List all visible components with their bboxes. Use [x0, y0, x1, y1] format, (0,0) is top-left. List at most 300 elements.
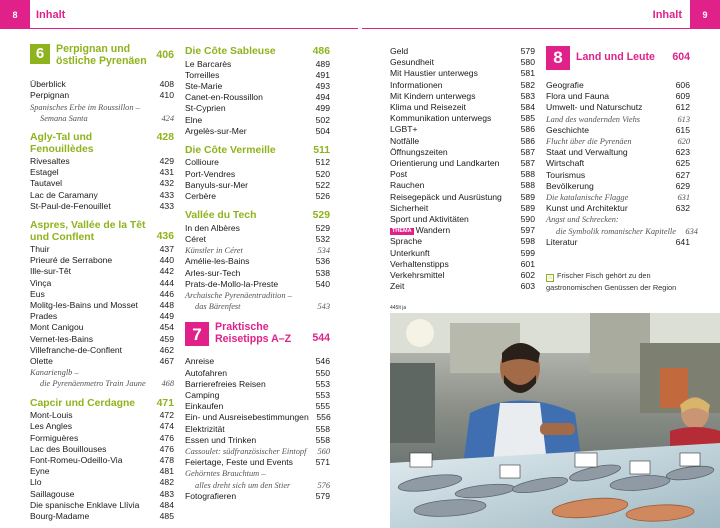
toc-entry[interactable] [390, 248, 535, 259]
toc-entry-title: Geld [390, 46, 409, 56]
toc-entry-page: 472 [159, 410, 174, 421]
toc-entry-title: Collioure [185, 157, 219, 168]
toc-entry-page: 433 [159, 200, 174, 211]
toc-entry-page: 431 [159, 167, 174, 178]
thema-badge: THEMA [392, 228, 412, 235]
toc-entry-page: 494 [315, 92, 330, 103]
toc-entry[interactable] [390, 236, 535, 247]
toc-column-2 [185, 46, 330, 502]
toc-entry-page: 483 [159, 488, 174, 499]
toc-entry-page: 482 [159, 477, 174, 488]
toc-entry-page: 467 [159, 356, 174, 367]
toc-entry-title: Künstler in Céret [185, 246, 243, 256]
toc-entry-title: Mit Haustier unterwegs [390, 68, 478, 79]
toc-entry-title: Tourismus [546, 169, 586, 180]
toc-entry[interactable] [185, 59, 330, 70]
toc-entry-title: Orientierung und Landkarten [390, 158, 500, 169]
toc-entry-title: Verkehrsmittel [390, 270, 445, 281]
toc-entry-page: 520 [315, 168, 330, 179]
toc-entry-page: 556 [316, 412, 331, 423]
toc-sidebar-entry[interactable] [546, 114, 690, 125]
chapter-title: Land und Leute [576, 51, 655, 63]
toc-entry[interactable] [30, 410, 174, 421]
toc-entry-page: 449 [159, 311, 174, 322]
toc-sidebar-entry[interactable] [546, 136, 690, 147]
toc-section-heading[interactable]: Die Côte Sableuse 486 [185, 46, 330, 57]
toc-entry-title: Sprache [390, 236, 423, 247]
toc-entry-page: 484 [159, 499, 174, 510]
toc-entry[interactable] [185, 180, 330, 191]
toc-entry[interactable] [185, 279, 330, 290]
toc-entry-title: Llo [30, 477, 42, 488]
toc-sidebar-entry[interactable] [185, 468, 330, 479]
toc-entry-title: Verhaltenstipps [390, 258, 449, 269]
toc-entry[interactable] [30, 79, 174, 90]
toc-entry[interactable] [30, 266, 174, 277]
toc-entry-page: 601 [520, 258, 535, 269]
toc-entry-page: 550 [315, 367, 330, 378]
toc-entry[interactable] [30, 244, 174, 255]
toc-entry-page: 454 [159, 322, 174, 333]
left-page-header [0, 0, 358, 29]
toc-entry-title: Port-Vendres [185, 168, 236, 179]
toc-sidebar-entry[interactable] [546, 214, 690, 225]
toc-sidebar-entry[interactable] [185, 480, 330, 491]
toc-entry-title: Essen und Trinken [185, 434, 257, 445]
toc-entry[interactable] [185, 92, 330, 103]
chapter-page: 406 [156, 49, 174, 61]
toc-entry-page: 462 [159, 344, 174, 355]
toc-entry[interactable] [30, 466, 174, 477]
toc-entry-title: Informationen [390, 79, 443, 90]
toc-entry-page: 459 [159, 333, 174, 344]
toc-entry-page: 634 [685, 226, 698, 236]
toc-entry-page: 499 [315, 103, 330, 114]
toc-entry-title: alles dreht sich um den Stier [195, 480, 291, 490]
toc-entry-page: 582 [520, 79, 535, 90]
toc-entry-page: 632 [675, 203, 690, 214]
toc-entry[interactable] [30, 433, 174, 444]
chapter-number: 8 [546, 46, 570, 70]
toc-entry[interactable] [30, 300, 174, 311]
toc-entry[interactable] [546, 125, 690, 136]
toc-entry[interactable] [390, 102, 535, 113]
toc-entry-title: Semana Santa [40, 113, 88, 123]
toc-entry[interactable] [30, 500, 174, 511]
toc-entry-page: 512 [315, 157, 330, 168]
toc-entry-page: 625 [675, 158, 690, 169]
toc-entry-title: St-Paul-de-Fenouillet [30, 200, 111, 211]
toc-entry[interactable] [30, 489, 174, 500]
toc-entry-page: 432 [159, 178, 174, 189]
toc-entry-page: 603 [520, 281, 535, 292]
toc-entry[interactable] [390, 147, 535, 158]
toc-entry[interactable] [390, 270, 535, 281]
toc-entry-title: Molitg-les-Bains und Mosset [30, 300, 138, 311]
toc-entry-title: Bourg-Madame [30, 510, 90, 521]
toc-entry[interactable] [390, 259, 535, 270]
toc-entry-title: Anreise [185, 356, 215, 367]
toc-entry[interactable] [390, 214, 535, 225]
toc-entry-title: Arles-sur-Tech [185, 267, 241, 278]
toc-entry-page: 522 [315, 179, 330, 190]
chapter-number: 7 [185, 322, 209, 346]
toc-entry[interactable] [546, 147, 690, 158]
toc-entry-title: Thuir [30, 244, 50, 255]
toc-entry-page: 489 [315, 58, 330, 69]
toc-entry[interactable] [30, 167, 174, 178]
toc-entry-page: 620 [677, 137, 690, 147]
toc-entry[interactable] [30, 455, 174, 466]
toc-entry-title: Tautavel [30, 178, 63, 189]
toc-entry-page: 474 [159, 421, 174, 432]
toc-entry[interactable] [30, 511, 174, 522]
toc-entry-page: 590 [520, 214, 535, 225]
toc-entry-page: 532 [315, 233, 330, 244]
toc-entry[interactable] [30, 477, 174, 488]
toc-sidebar-entry[interactable] [546, 226, 698, 237]
toc-entry-page: 609 [675, 91, 690, 102]
toc-entry-page: 629 [675, 180, 690, 191]
toc-entry-title: Archaische Pyrenäentradition – [185, 290, 292, 300]
toc-entry-page: 579 [315, 490, 330, 501]
toc-entry-page: 491 [315, 69, 330, 80]
toc-entry-page: 543 [317, 302, 330, 312]
toc-entry-title: Camping [185, 389, 220, 400]
toc-entry-title: Fotografieren [185, 490, 237, 501]
toc-entry-page: 504 [315, 125, 330, 136]
toc-section-page: 529 [312, 210, 330, 222]
toc-entry-page: 598 [520, 236, 535, 247]
toc-entry-page: 478 [159, 454, 174, 465]
toc-entry-title: Notfälle [390, 135, 420, 146]
toc-entry[interactable] [185, 234, 330, 245]
toc-entry[interactable] [185, 81, 330, 92]
toc-sidebar-entry[interactable] [546, 192, 690, 203]
toc-entry-title: Klima und Reisezeit [390, 102, 466, 113]
toc-entry-title: Lac des Bouillouses [30, 443, 107, 454]
toc-entry-page: 612 [675, 102, 690, 113]
toc-entry-page: 580 [520, 57, 535, 68]
toc-entry-title: Die spanische Enklave Llívia [30, 499, 140, 510]
toc-entry[interactable] [185, 457, 330, 468]
toc-entry[interactable] [546, 158, 690, 169]
toc-entry[interactable] [185, 379, 330, 390]
toc-entry[interactable] [30, 255, 174, 266]
toc-entry-title: Ein- und Ausreisebestimmungen [185, 412, 309, 423]
toc-entry-title: Estagel [30, 167, 59, 178]
toc-entry-page: 468 [161, 379, 174, 389]
toc-entry-title: Rauchen [390, 180, 425, 191]
toc-entry-title: Canet-en-Roussillon [185, 92, 263, 103]
toc-entry-page: 555 [315, 401, 330, 412]
toc-entry-page: 429 [159, 156, 174, 166]
toc-entry[interactable] [390, 136, 535, 147]
toc-entry-title: Barrierefreies Reisen [185, 378, 266, 389]
toc-entry[interactable] [185, 424, 330, 435]
toc-entry-page: 586 [520, 135, 535, 146]
toc-entry-page: 476 [159, 432, 174, 443]
toc-section-page: 486 [312, 46, 330, 57]
toc-entry[interactable] [546, 181, 690, 192]
chapter-7-heading[interactable] [185, 322, 330, 346]
toc-sidebar-entry[interactable] [185, 301, 330, 312]
toc-sidebar-entry[interactable] [185, 290, 330, 301]
toc-entry[interactable] [185, 356, 330, 367]
toc-entry-title: die Symbolik romanischer Kapitelle [556, 226, 676, 236]
toc-entry[interactable] [185, 70, 330, 81]
toc-entry[interactable] [185, 368, 330, 379]
toc-sidebar-entry[interactable] [30, 367, 174, 378]
toc-entry-page: 538 [315, 267, 330, 278]
toc-entry[interactable] [30, 334, 174, 345]
toc-entry-title: Spanisches Erbe im Roussillon – [30, 102, 140, 112]
toc-entry[interactable] [30, 322, 174, 333]
toc-entry-page: 558 [315, 434, 330, 445]
toc-entry[interactable] [30, 90, 174, 101]
toc-entry[interactable] [185, 223, 330, 234]
toc-entry-title: Land des wandernden Viehs [546, 114, 641, 124]
toc-entry-title: Ste-Marie [185, 80, 223, 91]
toc-sidebar-entry[interactable] [30, 378, 174, 389]
toc-entry[interactable] [30, 190, 174, 201]
toc-entry[interactable] [390, 91, 535, 102]
toc-column-4 [546, 46, 698, 248]
toc-entry[interactable] [185, 126, 330, 137]
toc-entry-page: 546 [315, 356, 330, 367]
toc-sidebar-entry[interactable] [30, 102, 174, 113]
toc-entry-page: 476 [159, 443, 174, 454]
toc-entry-title: Cerbère [185, 191, 217, 202]
toc-entry-title: Kommunikation unterwegs [390, 113, 492, 124]
toc-entry[interactable] [185, 256, 330, 267]
toc-entry-page: 589 [520, 191, 535, 202]
toc-entry-page: 587 [520, 158, 535, 169]
toc-entry-page: 481 [159, 466, 174, 477]
toc-entry-page: 588 [520, 169, 535, 180]
toc-entry[interactable] [546, 203, 690, 214]
toc-entry-title: Öffnungszeiten [390, 146, 448, 157]
toc-section-heading[interactable]: Aspres, Vallée de la Têt und Conflent 436 [30, 220, 174, 243]
toc-entry[interactable] [185, 115, 330, 126]
toc-entry[interactable] [185, 435, 330, 446]
toc-section-heading[interactable]: Capcir und Cerdagne 471 [30, 397, 174, 409]
toc-entry[interactable] [546, 80, 690, 91]
toc-entry[interactable] [30, 156, 174, 167]
toc-entry-page: 493 [315, 80, 330, 91]
chapter-6-heading[interactable] [30, 44, 174, 67]
toc-entry[interactable] [185, 401, 330, 412]
toc-entry[interactable] [30, 178, 174, 189]
toc-entry-title: Gehörntes Brauchtum – [185, 469, 266, 479]
toc-entry[interactable] [30, 201, 174, 212]
toc-entry[interactable] [546, 170, 690, 181]
toc-entry-page: 553 [315, 378, 330, 389]
toc-entry[interactable] [390, 57, 535, 68]
toc-entry[interactable] [185, 157, 330, 168]
right-page-header [362, 0, 720, 29]
toc-entry[interactable] [390, 169, 535, 180]
toc-entry-title: Angst und Schrecken: [546, 215, 619, 225]
toc-entry-page: 627 [675, 169, 690, 180]
toc-entry-page: 589 [520, 202, 535, 213]
toc-entry[interactable] [546, 91, 690, 102]
toc-entry-title: Unterkunft [390, 247, 430, 258]
toc-entry-page: 536 [315, 256, 330, 267]
toc-entry-title: Vernet-les-Bains [30, 333, 94, 344]
toc-entry[interactable] [390, 192, 535, 203]
toc-entry[interactable] [185, 169, 330, 180]
toc-entry[interactable] [546, 237, 690, 248]
toc-entry-title: Elektrizität [185, 423, 225, 434]
toc-entry-page: 588 [520, 180, 535, 191]
toc-entry[interactable] [390, 113, 535, 124]
toc-section-page: 428 [156, 132, 174, 143]
toc-section-heading[interactable]: Agly-Tal und Fenouillèdes 428 [30, 132, 174, 155]
toc-entry-title: Céret [185, 233, 207, 244]
toc-entry-page: 623 [675, 147, 690, 158]
photo-caption: ⌂ Frischer Fisch gehört zu den gastronomischen Genüssen der Region [546, 271, 677, 292]
toc-entry-title: die Pyrenäenmetro Train Jaune [40, 379, 146, 389]
toc-entry[interactable] [390, 124, 535, 135]
toc-entry-page: 586 [520, 124, 535, 135]
toc-entry-title: Wirtschaft [546, 158, 585, 169]
toc-entry[interactable] [390, 180, 535, 191]
toc-section-page: 471 [156, 397, 174, 409]
chapter-page: 604 [672, 51, 690, 63]
toc-entry-title: Amélie-les-Bains [185, 256, 250, 267]
toc-entry-title: Literatur [546, 236, 578, 247]
toc-entry-title: Einkaufen [185, 401, 224, 412]
toc-section-page: 436 [156, 231, 174, 243]
toc-entry-title: Überblick [30, 79, 66, 90]
toc-entry[interactable] [185, 268, 330, 279]
toc-entry-title: Prats-de-Mollo-la-Preste [185, 278, 279, 289]
chapter-page: 544 [312, 332, 330, 345]
toc-entry-page: 641 [675, 236, 690, 247]
toc-entry-title: Mont-Louis [30, 410, 73, 421]
toc-entry-title: Mit Kindern unterwegs [390, 90, 476, 101]
toc-entry-page: 576 [317, 480, 330, 490]
toc-entry-page: 597 [520, 225, 535, 236]
toc-entry[interactable] [185, 412, 330, 423]
toc-entry[interactable] [30, 289, 174, 300]
chapter-8-heading[interactable] [546, 46, 690, 70]
toc-entry-title: Font-Romeu-Odeillo-Via [30, 454, 123, 465]
toc-entry-title: Argelès-sur-Mer [185, 125, 247, 136]
toc-entry-title: das Bärenfest [195, 302, 241, 312]
toc-entry[interactable] [30, 356, 174, 367]
toc-entry-title: Bevölkerung [546, 180, 594, 191]
toc-entry-page: 433 [159, 189, 174, 200]
toc-entry[interactable] [390, 225, 535, 236]
toc-entry[interactable] [30, 345, 174, 356]
toc-entry-title: Flora und Fauna [546, 91, 610, 102]
photo-credit: 445lt ja [390, 305, 407, 311]
toc-entry-page: 584 [520, 102, 535, 113]
toc-entry-title: Zeit [390, 281, 405, 292]
toc-entry[interactable] [546, 102, 690, 113]
toc-entry-page: 444 [159, 277, 174, 288]
toc-entry-title: THEMA Wandern [392, 225, 451, 236]
toc-entry[interactable] [185, 491, 330, 502]
toc-entry[interactable] [30, 444, 174, 455]
toc-section-heading[interactable]: Die Côte Vermeille 511 [185, 144, 330, 156]
toc-entry-page: 558 [315, 423, 330, 434]
toc-entry-title: LGBT+ [390, 124, 418, 135]
toc-entry-page: 583 [520, 90, 535, 101]
toc-entry-title: Rivesaltes [30, 156, 70, 166]
right-header-title: Inhalt [652, 9, 682, 21]
toc-entry[interactable] [30, 421, 174, 432]
toc-entry-title: Le Barcarès [185, 58, 232, 69]
toc-entry-page: 571 [315, 457, 330, 468]
toc-entry-title: Les Angles [30, 421, 73, 432]
toc-entry[interactable] [390, 281, 535, 292]
toc-entry-title: Geschichte [546, 124, 589, 135]
toc-entry-title: Staat und Verwaltung [546, 147, 628, 158]
left-page-number: 8 [0, 0, 30, 29]
toc-entry-title: Elne [185, 114, 203, 125]
toc-sidebar-entry[interactable] [30, 113, 174, 124]
toc-entry[interactable] [185, 191, 330, 202]
toc-entry-page: 615 [675, 124, 690, 135]
toc-entry[interactable] [390, 203, 535, 214]
toc-entry-page: 442 [159, 266, 174, 277]
toc-entry[interactable] [390, 68, 535, 79]
toc-entry-title: Prieuré de Serrabone [30, 255, 113, 266]
toc-entry-title: Cassoulet: südfranzösischer Eintopf [185, 446, 307, 456]
toc-entry[interactable] [30, 278, 174, 289]
toc-entry-page: 581 [520, 68, 535, 79]
toc-entry[interactable] [390, 158, 535, 169]
toc-entry-title: Gesundheit [390, 57, 434, 68]
toc-entry-title: Flucht über die Pyrenäen [546, 137, 632, 147]
toc-entry-page: 440 [159, 255, 174, 266]
toc-entry-page: 526 [315, 191, 330, 202]
toc-entry-page: 485 [159, 510, 174, 521]
toc-entry[interactable] [390, 80, 535, 91]
toc-entry[interactable] [185, 390, 330, 401]
toc-sidebar-entry[interactable] [185, 446, 330, 457]
toc-entry-page: 529 [315, 222, 330, 233]
fish-market-photo [390, 313, 720, 528]
toc-entry-page: 602 [520, 270, 535, 281]
toc-entry-page: 606 [675, 80, 690, 90]
toc-entry[interactable] [30, 311, 174, 322]
toc-entry-title: Autofahren [185, 367, 228, 378]
toc-entry-title: Eus [30, 288, 45, 299]
toc-sidebar-entry[interactable] [185, 245, 330, 256]
toc-entry-page: 613 [677, 114, 690, 124]
toc-entry-title: Vinça [30, 277, 52, 288]
toc-entry-title: Prades [30, 311, 58, 322]
toc-entry-title: Geografie [546, 80, 584, 90]
toc-entry-page: 408 [159, 79, 174, 90]
toc-entry-title: Perpignan [30, 90, 70, 101]
toc-entry-title: St-Cyprien [185, 103, 226, 114]
toc-entry-title: In den Albères [185, 222, 240, 233]
toc-entry[interactable] [390, 46, 535, 57]
toc-entry-page: 540 [315, 278, 330, 289]
toc-section-heading[interactable]: Vallée du Tech 529 [185, 210, 330, 222]
toc-entry-page: 631 [677, 193, 690, 203]
toc-entry-title: Mont Canigou [30, 322, 84, 333]
toc-entry-title: Kunst und Architektur [546, 203, 628, 214]
toc-column-3 [390, 46, 535, 292]
toc-entry[interactable] [185, 103, 330, 114]
toc-entry-page: 410 [159, 90, 174, 101]
